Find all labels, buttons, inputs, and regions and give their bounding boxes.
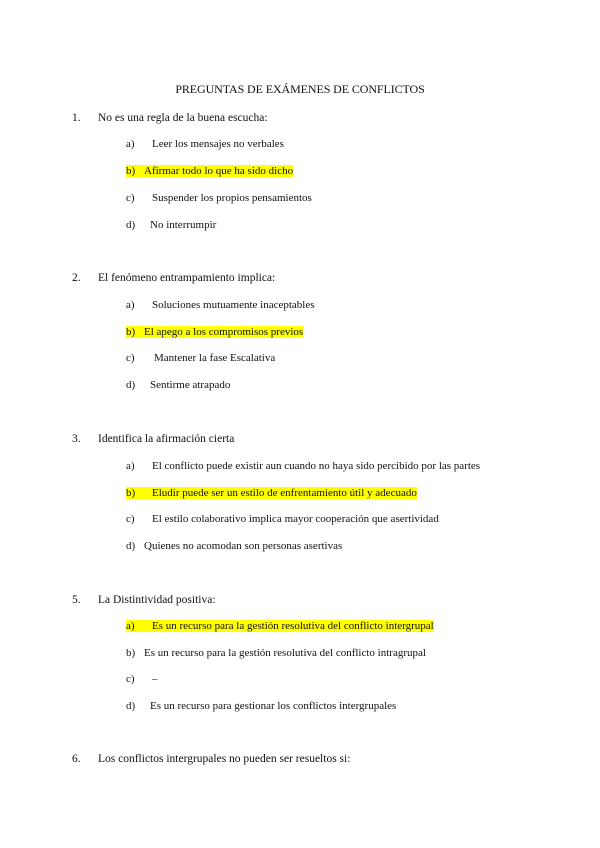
question-text: Los conflictos intergrupales no pueden ser resueltos si:: [98, 753, 351, 765]
q1-option-b: [126, 165, 293, 177]
option-text: No interrumpir: [150, 219, 217, 231]
option-text: El apego a los compromisos previos: [144, 326, 304, 338]
option-letter: c): [126, 352, 135, 364]
question-text: Identifica la afirmación cierta: [98, 433, 235, 445]
option-letter: b): [126, 647, 136, 659]
question-text: No es una regla de la buena escucha:: [98, 112, 268, 124]
question-number: 5.: [72, 594, 81, 606]
q2-option-a: [126, 299, 315, 311]
option-letter: b): [126, 326, 136, 338]
option-text: Soluciones mutuamente inaceptables: [152, 299, 315, 311]
option-letter: d): [126, 540, 136, 552]
question-2: [72, 272, 275, 284]
option-text: Es un recurso para la gestión resolutiva del conflicto intragrupal: [144, 647, 426, 659]
q5-option-b: [126, 647, 426, 659]
question-number: 6.: [72, 753, 81, 765]
option-letter: a): [126, 138, 135, 150]
question-text: El fenómeno entrampamiento implica:: [98, 272, 276, 284]
option-letter: d): [126, 219, 136, 231]
option-letter: b): [126, 165, 136, 177]
question-6: [72, 753, 350, 765]
option-text: Afirmar todo lo que ha sido dicho: [144, 165, 294, 177]
option-letter: a): [126, 620, 135, 632]
q3-option-d: [126, 540, 342, 552]
option-letter: a): [126, 299, 135, 311]
option-text: Mantener la fase Escalativa: [154, 352, 276, 364]
option-letter: b): [126, 487, 136, 499]
page-title: PREGUNTAS DE EXÁMENES DE CONFLICTOS: [175, 82, 425, 96]
q2-option-b: [126, 326, 303, 338]
q5-option-c: [126, 673, 158, 685]
option-letter: d): [126, 700, 136, 712]
option-text: Sentirme atrapado: [150, 379, 231, 391]
option-letter: c): [126, 192, 135, 204]
q1-option-d: [126, 219, 216, 231]
question-3: [72, 433, 234, 445]
option-text: Es un recurso para gestionar los conflictos intergrupales: [150, 700, 397, 712]
question-5: [72, 594, 216, 606]
option-letter: c): [126, 673, 135, 685]
option-text: –: [152, 673, 158, 685]
q1-option-c: [126, 192, 312, 204]
q1-option-a: [126, 138, 284, 150]
option-text: Leer los mensajes no verbales: [152, 138, 284, 150]
option-text: El conflicto puede existir aun cuando no haya sido percibido por las partes: [152, 460, 481, 472]
option-letter: a): [126, 460, 135, 472]
q5-option-a: [126, 620, 434, 632]
option-text: Es un recurso para la gestión resolutiva del conflicto intergrupal: [152, 620, 434, 632]
question-number: 2.: [72, 272, 81, 284]
q2-option-c: [126, 352, 275, 364]
option-letter: d): [126, 379, 136, 391]
option-text: El estilo colaborativo implica mayor cooperación que asertividad: [152, 513, 439, 525]
option-text: Eludir puede ser un estilo de enfrentamiento útil y adecuado: [152, 487, 417, 499]
question-number: 1.: [72, 112, 81, 124]
q3-option-a: [126, 460, 480, 472]
option-letter: c): [126, 513, 135, 525]
question-number: 3.: [72, 433, 81, 445]
question-text: La Distintividad positiva:: [98, 594, 216, 606]
q2-option-d: [126, 379, 230, 391]
option-text: Quienes no acomodan son personas asertivas: [144, 540, 343, 552]
question-1: [72, 112, 268, 124]
option-text: Suspender los propios pensamientos: [152, 192, 312, 204]
q3-option-c: [126, 513, 439, 525]
q5-option-d: [126, 700, 396, 712]
q3-option-b: [126, 487, 417, 499]
